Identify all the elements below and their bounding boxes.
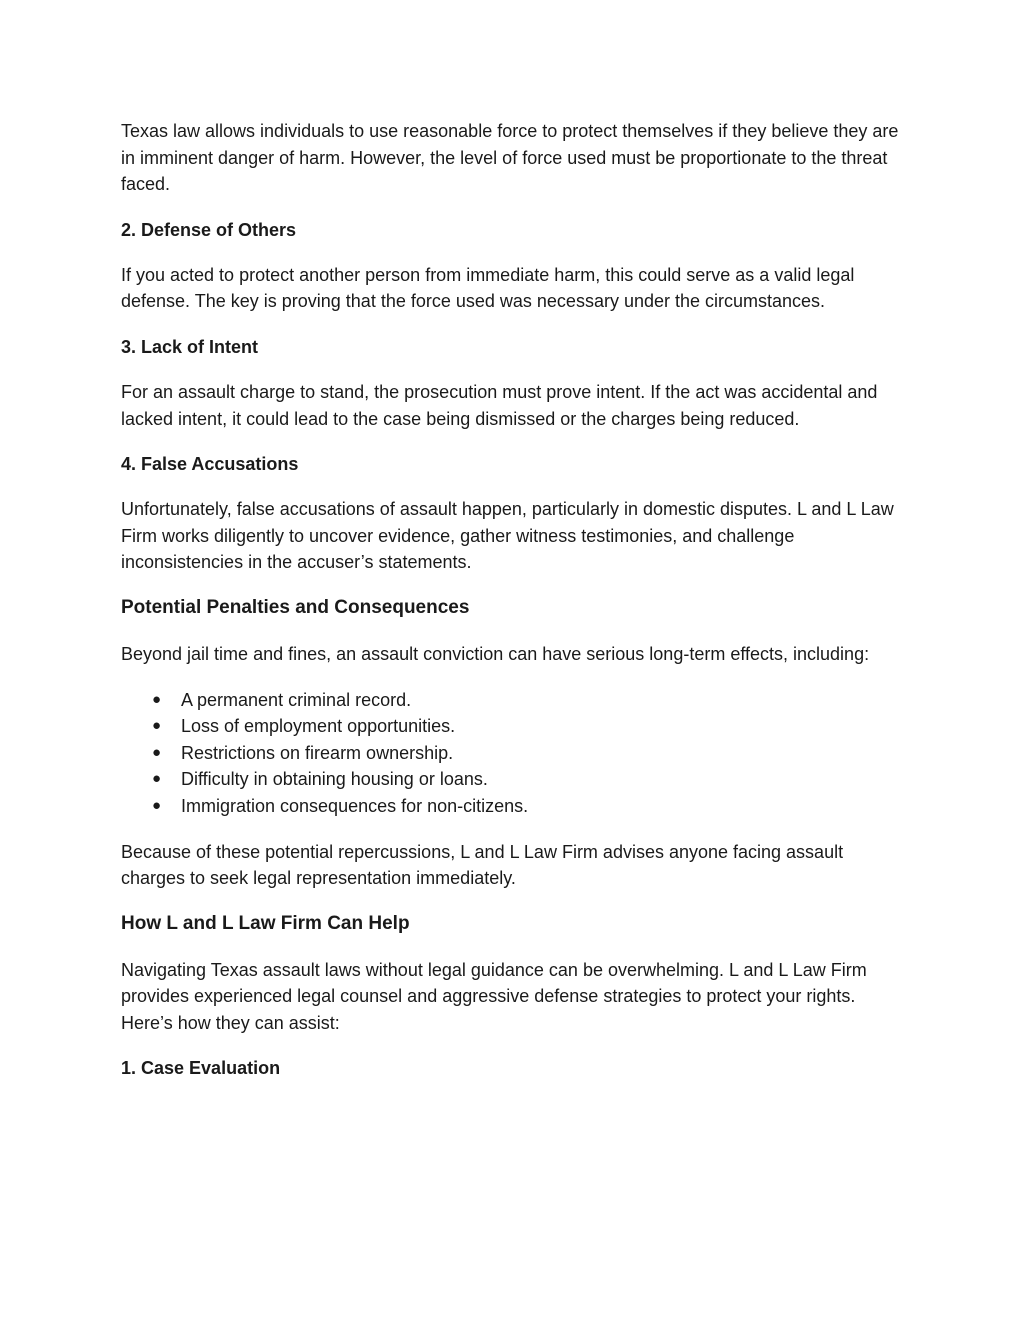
how-firm-helps-heading: How L and L Law Firm Can Help xyxy=(121,912,410,934)
list-item xyxy=(121,766,911,793)
bullet-icon: ● xyxy=(152,770,162,788)
lack-of-intent-heading: 3. Lack of Intent xyxy=(121,336,259,357)
list-item xyxy=(121,713,911,740)
list-item xyxy=(121,687,911,714)
defense-of-others-heading: 2. Defense of Others xyxy=(121,219,297,240)
penalties-intro-paragraph: Beyond jail time and fines, an assault conviction can have serious long-term effects, including: xyxy=(121,643,870,664)
how-firm-helps-paragraph: Navigating Texas assault laws without legal guidance can be overwhelming. L and L Law Firm provides experienced legal counsel and aggressive defense strategies to protect your rights. Here’s how they can assist: xyxy=(121,959,867,1033)
lack-of-intent-paragraph: For an assault charge to stand, the prosecution must prove intent. If the act was accidental and lacked intent, it could lead to the case being dismissed or the charges being reduced. xyxy=(121,381,878,429)
list-item-text: Immigration consequences for non-citizens. xyxy=(181,795,529,816)
defense-of-others-paragraph: If you acted to protect another person from immediate harm, this could serve as a valid legal defense. The key is proving that the force used was necessary under the circumstances. xyxy=(121,264,855,312)
repercussions-paragraph: Because of these potential repercussions, L and L Law Firm advises anyone facing assault charges to seek legal representation immediately. xyxy=(121,841,844,889)
false-accusations-heading: 4. False Accusations xyxy=(121,454,299,475)
consequences-list xyxy=(121,687,911,820)
false-accusations-paragraph: Unfortunately, false accusations of assault happen, particularly in domestic disputes. L and L Law Firm works diligently to uncover evidence, gather witness testimonies, and challenge inconsistencies in the accuser’s statements. xyxy=(121,499,894,573)
list-item-text: Difficulty in obtaining housing or loans. xyxy=(181,769,488,790)
list-item xyxy=(121,740,911,767)
list-item xyxy=(121,793,911,820)
list-item-text: A permanent criminal record. xyxy=(181,689,412,710)
bullet-icon: ● xyxy=(152,743,162,761)
document-page xyxy=(121,118,911,1100)
bullet-icon: ● xyxy=(152,717,162,735)
case-evaluation-heading: 1. Case Evaluation xyxy=(121,1058,281,1079)
bullet-icon: ● xyxy=(152,690,162,708)
bullet-icon: ● xyxy=(152,796,162,814)
list-item-text: Restrictions on firearm ownership. xyxy=(181,742,454,763)
list-item-text: Loss of employment opportunities. xyxy=(181,716,456,737)
penalties-section-heading: Potential Penalties and Consequences xyxy=(121,596,470,618)
self-defense-paragraph: Texas law allows individuals to use reasonable force to protect themselves if they believe they are in imminent danger of harm. However, the level of force used must be proportionate to the threat faced. xyxy=(121,121,899,195)
